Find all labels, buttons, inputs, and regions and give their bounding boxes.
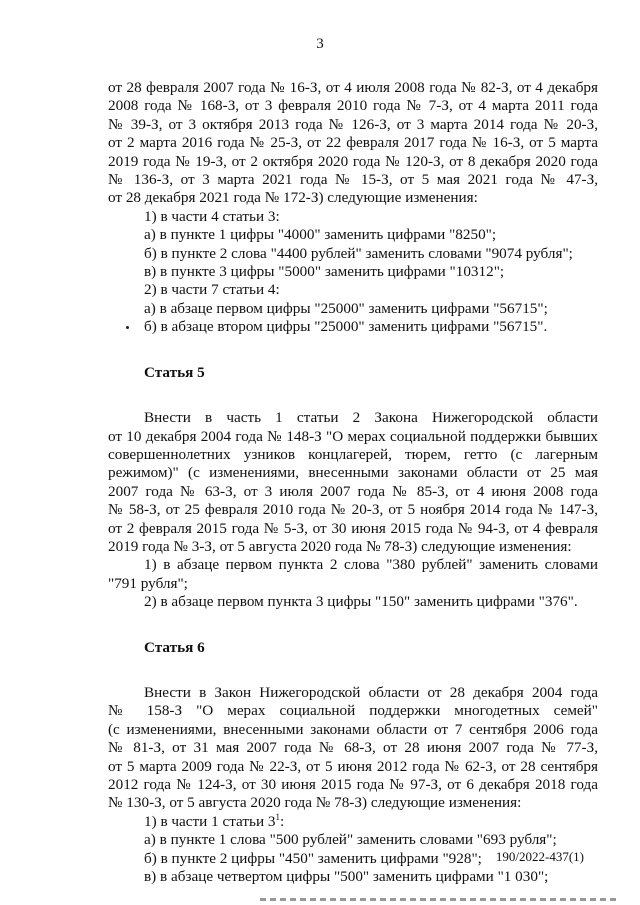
text-line: а) в абзаце первом цифры "25000" заменить цифрами "56715"; (144, 299, 548, 317)
text-line: № 81-З, от 31 мая 2007 года № 68-З, от 28 июня 2007 года № 77-З, (108, 739, 598, 757)
text-line: а) в пункте 1 слова "500 рублей" заменить словами "693 рубля"; (144, 831, 557, 849)
text-line: 2012 года № 124-З, от 30 июня 2015 года № 97-З, от 6 декабря 2018 года (108, 776, 598, 793)
text-line: № 58-З, от 25 февраля 2010 года № 20-З, от 5 ноября 2014 года № 147-З, (108, 501, 598, 519)
text-line: 2007 года № 63-З, от 3 июля 2007 года № 85-З, от 4 июня 2008 года (108, 482, 598, 500)
text-line-main: 1) в части 1 статьи 3 (144, 812, 276, 830)
page-number: 3 (316, 36, 324, 52)
text-line: режимом)" (с изменениями, внесенными законами области от 25 мая (108, 464, 598, 482)
text-line: Внести в Закон Нижегородской области от 28 декабря 2004 года (144, 683, 598, 701)
text-line: совершеннолетних узников концлагерей, тюрем, гетто (с лагерным (108, 445, 598, 463)
text-line: от 2 февраля 2015 года № 5-З, от 30 июня 2015 года № 94-З, от 4 февраля (108, 519, 598, 537)
text-line: 2) в части 7 статьи 4: (144, 281, 280, 299)
text-line: от 28 декабря 2021 года № 172-З) следующие изменения: (108, 189, 478, 207)
text-line: № 39-З, от 3 октября 2013 года № 126-З, от 3 марта 2014 года № 20-З, (108, 115, 598, 133)
text-line: в) в пункте 3 цифры "5000" заменить цифрами "10312"; (144, 263, 505, 281)
text-line: б) в пункте 2 слова "4400 рублей" заменить словами "9074 рубля"; (144, 244, 573, 262)
superscript: 1 (275, 811, 280, 822)
paragraph-gap (108, 337, 598, 364)
scan-footer-marks (260, 898, 620, 901)
text-line: 2) в абзаце первом пункта 3 цифры "150" заменить цифрами "376". (144, 593, 578, 611)
text-line: б) в абзаце втором цифры "25000" заменить цифрами "56715". (144, 318, 548, 336)
document-body (108, 79, 598, 886)
paragraph-gap (108, 657, 598, 684)
text-line: 2019 года № 19-З, от 2 октября 2020 года № 120-З, от 8 декабря 2020 года (108, 152, 598, 170)
paragraph-gap (108, 382, 598, 409)
text-line: а) в пункте 1 цифры "4000" заменить цифрами "8250"; (144, 226, 497, 244)
text-line-tail: : (279, 812, 285, 830)
article-heading: Статья 5 (144, 363, 205, 381)
scan-speck (126, 326, 129, 329)
text-line: от 10 декабря 2004 года № 148-З "О мерах социальной поддержки бывших (108, 427, 598, 445)
text-line: 1) в части 4 статьи 3: (144, 207, 280, 225)
text-line: от 2 марта 2016 года № 25-З, от 22 февраля 2017 года № 16-З, от 5 марта (108, 134, 598, 152)
text-line: б) в пункте 2 цифры "450" заменить цифрами "928"; (144, 849, 482, 867)
article-heading: Статья 6 (144, 638, 205, 656)
text-line: от 5 марта 2009 года № 22-З, от 5 июня 2012 года № 62-З, от 28 сентября (108, 757, 598, 775)
paragraph-gap (108, 612, 598, 639)
text-line: Внести в часть 1 статьи 2 Закона Нижегородской области (144, 409, 598, 427)
text-line: 1) в абзаце первом пункта 2 слова "380 рублей" заменить словами (144, 556, 598, 574)
text-line: 2008 года № 168-З, от 3 февраля 2010 года № 7-З, от 4 марта 2011 года (108, 97, 598, 115)
text-line: № 130-З, от 5 августа 2020 года № 78-З) следующие изменения: (108, 794, 522, 812)
text-line: 2019 года № 3-З, от 5 августа 2020 года № 78-З) следующие изменения: (108, 537, 572, 555)
document-code: 190/2022-437(1) (495, 849, 584, 864)
text-line: в) в абзаце четвертом цифры "500" заменить цифрами "1 030"; (144, 868, 549, 886)
text-line: (с изменениями, внесенными законами области от 7 сентября 2006 года (108, 720, 598, 738)
text-line: № 136-З, от 3 марта 2021 года № 15-З, от 5 мая 2021 года № 47-З, (108, 171, 598, 189)
text-line: от 28 февраля 2007 года № 16-З, от 4 июля 2008 года № 82-З, от 4 декабря (108, 79, 598, 96)
text-line: "791 рубля"; (108, 574, 188, 592)
text-line (108, 813, 598, 831)
text-line: № 158-З "О мерах социальной поддержки многодетных семей" (108, 702, 598, 720)
